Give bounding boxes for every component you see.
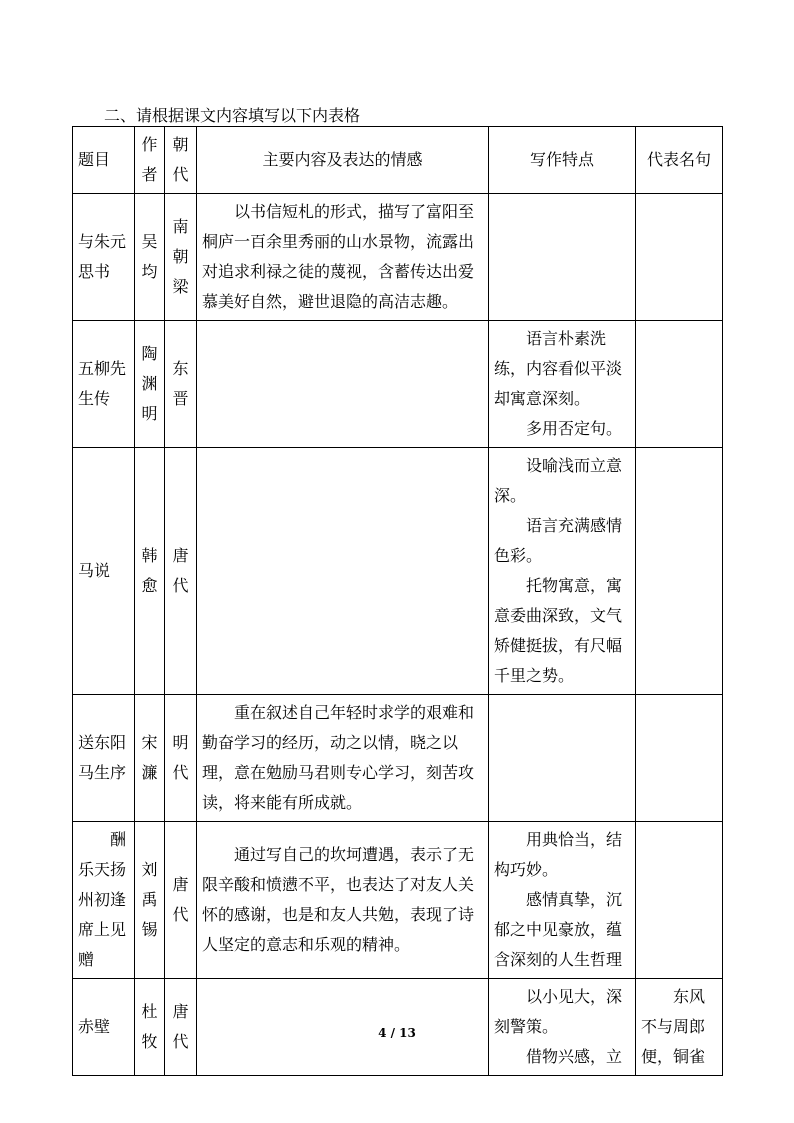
cell-dynasty: 东晋	[165, 321, 197, 448]
cell-author: 杜牧	[135, 979, 165, 1076]
cell-content	[197, 321, 489, 448]
cell-title: 赤壁	[73, 979, 135, 1076]
feature-paragraph: 语言充满感情色彩。	[494, 516, 623, 565]
content-paragraph: 通过写自己的坎坷遭遇，表示了无限辛酸和愤懑不平，也表达了对友人关怀的感谢，也是和友人共勉，表现了诗人坚定的意志和乐观的精神。	[202, 845, 475, 954]
table-row	[73, 321, 723, 448]
cell-content	[197, 822, 489, 979]
table-row	[73, 448, 723, 695]
header-content: 主要内容及表达的情感	[197, 127, 489, 194]
cell-dynasty: 唐代	[165, 448, 197, 695]
cell-author: 吴均	[135, 194, 165, 321]
cell-feature	[489, 321, 636, 448]
feature-paragraph: 用典恰当，结构巧妙。	[494, 830, 623, 879]
feature-paragraph: 多用否定句。	[526, 419, 623, 438]
cell-author: 刘禹锡	[135, 822, 165, 979]
cell-author: 韩愈	[135, 448, 165, 695]
header-feature: 写作特点	[489, 127, 636, 194]
cell-quote	[636, 448, 723, 695]
feature-paragraph: 借物兴感，立	[526, 1047, 623, 1066]
feature-paragraph: 设喻浅而立意深。	[494, 456, 623, 505]
table-row	[73, 695, 723, 822]
cell-dynasty: 唐代	[165, 822, 197, 979]
page-number: 4 / 13	[378, 1026, 416, 1040]
cell-dynasty: 南朝梁	[165, 194, 197, 321]
cell-content	[197, 695, 489, 822]
feature-paragraph: 语言朴素洗练，内容看似平淡却寓意深刻。	[494, 329, 623, 408]
feature-paragraph: 托物寓意，寓意委曲深致，文气矫健挺拔，有尺幅千里之势。	[494, 576, 623, 685]
feature-paragraph: 以小见大，深刻警策。	[494, 987, 623, 1036]
cell-dynasty: 唐代	[165, 979, 197, 1076]
header-author: 作者	[135, 127, 165, 194]
feature-paragraph: 感情真挚，沉郁之中见豪放，蕴含深刻的人生哲理	[494, 890, 623, 969]
cell-title: 酬乐天扬州初逢席上见赠	[73, 822, 135, 979]
cell-dynasty: 明代	[165, 695, 197, 822]
quote-paragraph: 东风不与周郎便，铜雀	[641, 987, 706, 1066]
cell-title: 马说	[73, 448, 135, 695]
header-title: 题目	[73, 127, 135, 194]
header-quote: 代表名句	[636, 127, 723, 194]
cell-title: 送东阳马生序	[73, 695, 135, 822]
cell-quote	[636, 695, 723, 822]
cell-title: 与朱元思书	[73, 194, 135, 321]
cell-feature	[489, 695, 636, 822]
cell-quote	[636, 321, 723, 448]
cell-title: 五柳先生传	[73, 321, 135, 448]
content-paragraph: 重在叙述自己年轻时求学的艰难和勤奋学习的经历，动之以情，晓之以理，意在勉励马君则专心学习，刻苦攻读，将来能有所成就。	[202, 703, 475, 812]
header-row	[73, 127, 723, 194]
cell-feature	[489, 822, 636, 979]
cell-content	[197, 194, 489, 321]
cell-quote	[636, 194, 723, 321]
cell-author: 陶渊明	[135, 321, 165, 448]
table-row	[73, 194, 723, 321]
section-heading: 二、请根据课文内容填写以下内表格	[104, 106, 361, 125]
cell-author: 宋濂	[135, 695, 165, 822]
content-paragraph: 以书信短札的形式，描写了富阳至桐庐一百余里秀丽的山水景物，流露出对追求利禄之徒的蔑视，含蓄传达出爱慕美好自然，避世退隐的高洁志趣。	[202, 202, 475, 311]
table-row	[73, 822, 723, 979]
cell-feature	[489, 194, 636, 321]
cell-quote	[636, 822, 723, 979]
header-dynasty: 朝代	[165, 127, 197, 194]
lesson-table	[72, 126, 723, 1076]
cell-feature	[489, 448, 636, 695]
cell-content	[197, 448, 489, 695]
